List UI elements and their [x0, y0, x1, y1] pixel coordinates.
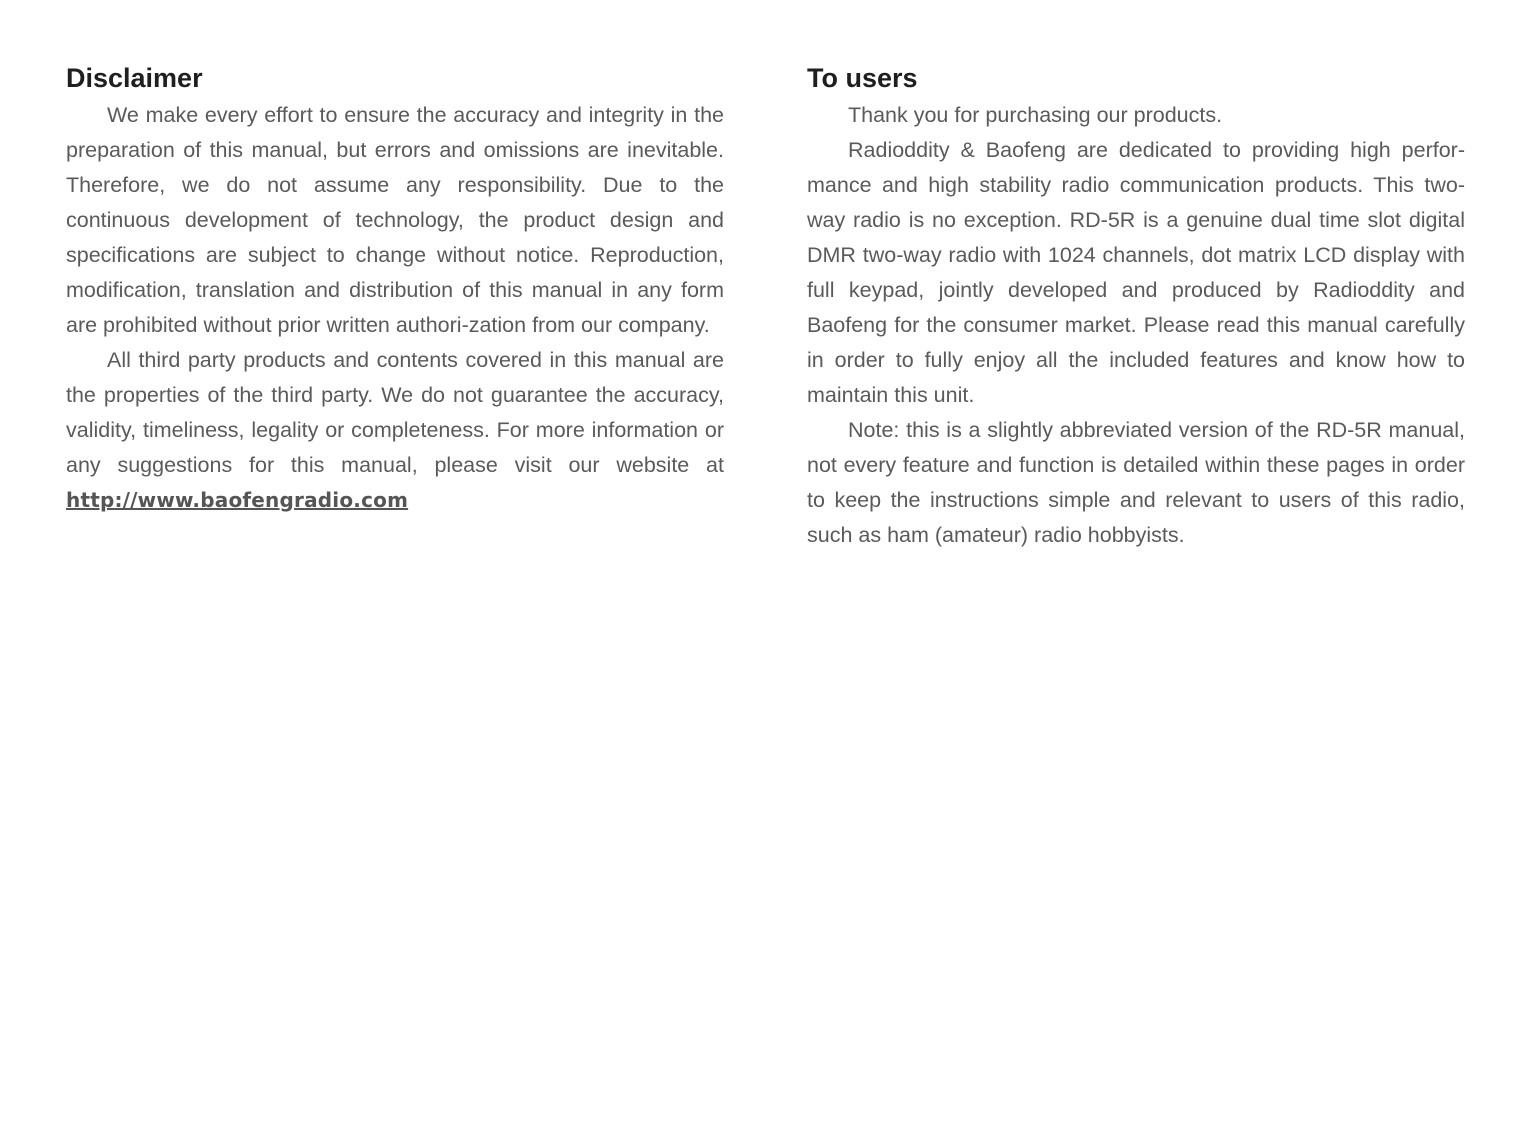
disclaimer-paragraph-1: We make every effort to ensure the accuracy and integrity in the preparation of this manual, but errors and omissions are inevitable. Therefore, we do not assume any responsibility. Due to the continuous development of technology, the product design and specifications are subject to change without notice. Reproduction, modification, translation and distribution of this manual in any form are prohibited without prior written authori-zation from our company. — [66, 103, 724, 337]
to-users-paragraph-1: Thank you for purchasing our products. — [848, 103, 1223, 127]
website-link[interactable]: http://www.baofengradio.com — [66, 488, 409, 512]
disclaimer-title: Disclaimer — [66, 63, 203, 93]
to-users-paragraph-3: Note: this is a slightly abbreviated version of the RD-5R manual, not every feature and function is detailed within these pages in order to keep the instructions simple and relevant to users of this radio, such as ham (amateur) radio hobbyists. — [807, 418, 1465, 547]
disclaimer-paragraph-2 — [66, 343, 724, 518]
disclaimer-section — [66, 60, 724, 518]
to-users-paragraph-2: Radioddity & Baofeng are dedicated to providing high perfor-mance and high stability radio communication products. This two-way radio is no exception. RD-5R is a genuine dual time slot digital DMR two-way radio with 1024 channels, dot matrix LCD display with full keypad, jointly developed and produced by Radioddity and Baofeng for the consumer market. Please read this manual carefully in order to fully enjoy all the included features and know how to maintain this unit. — [807, 138, 1465, 407]
to-users-section — [807, 60, 1465, 553]
disclaimer-paragraph-2-text: All third party products and contents covered in this manual are the properties of the third party. We do not guarantee the accuracy, validity, timeliness, legality or completeness. For more information or any suggestions for this manual, please visit our website at — [66, 348, 724, 477]
to-users-title: To users — [807, 63, 918, 93]
